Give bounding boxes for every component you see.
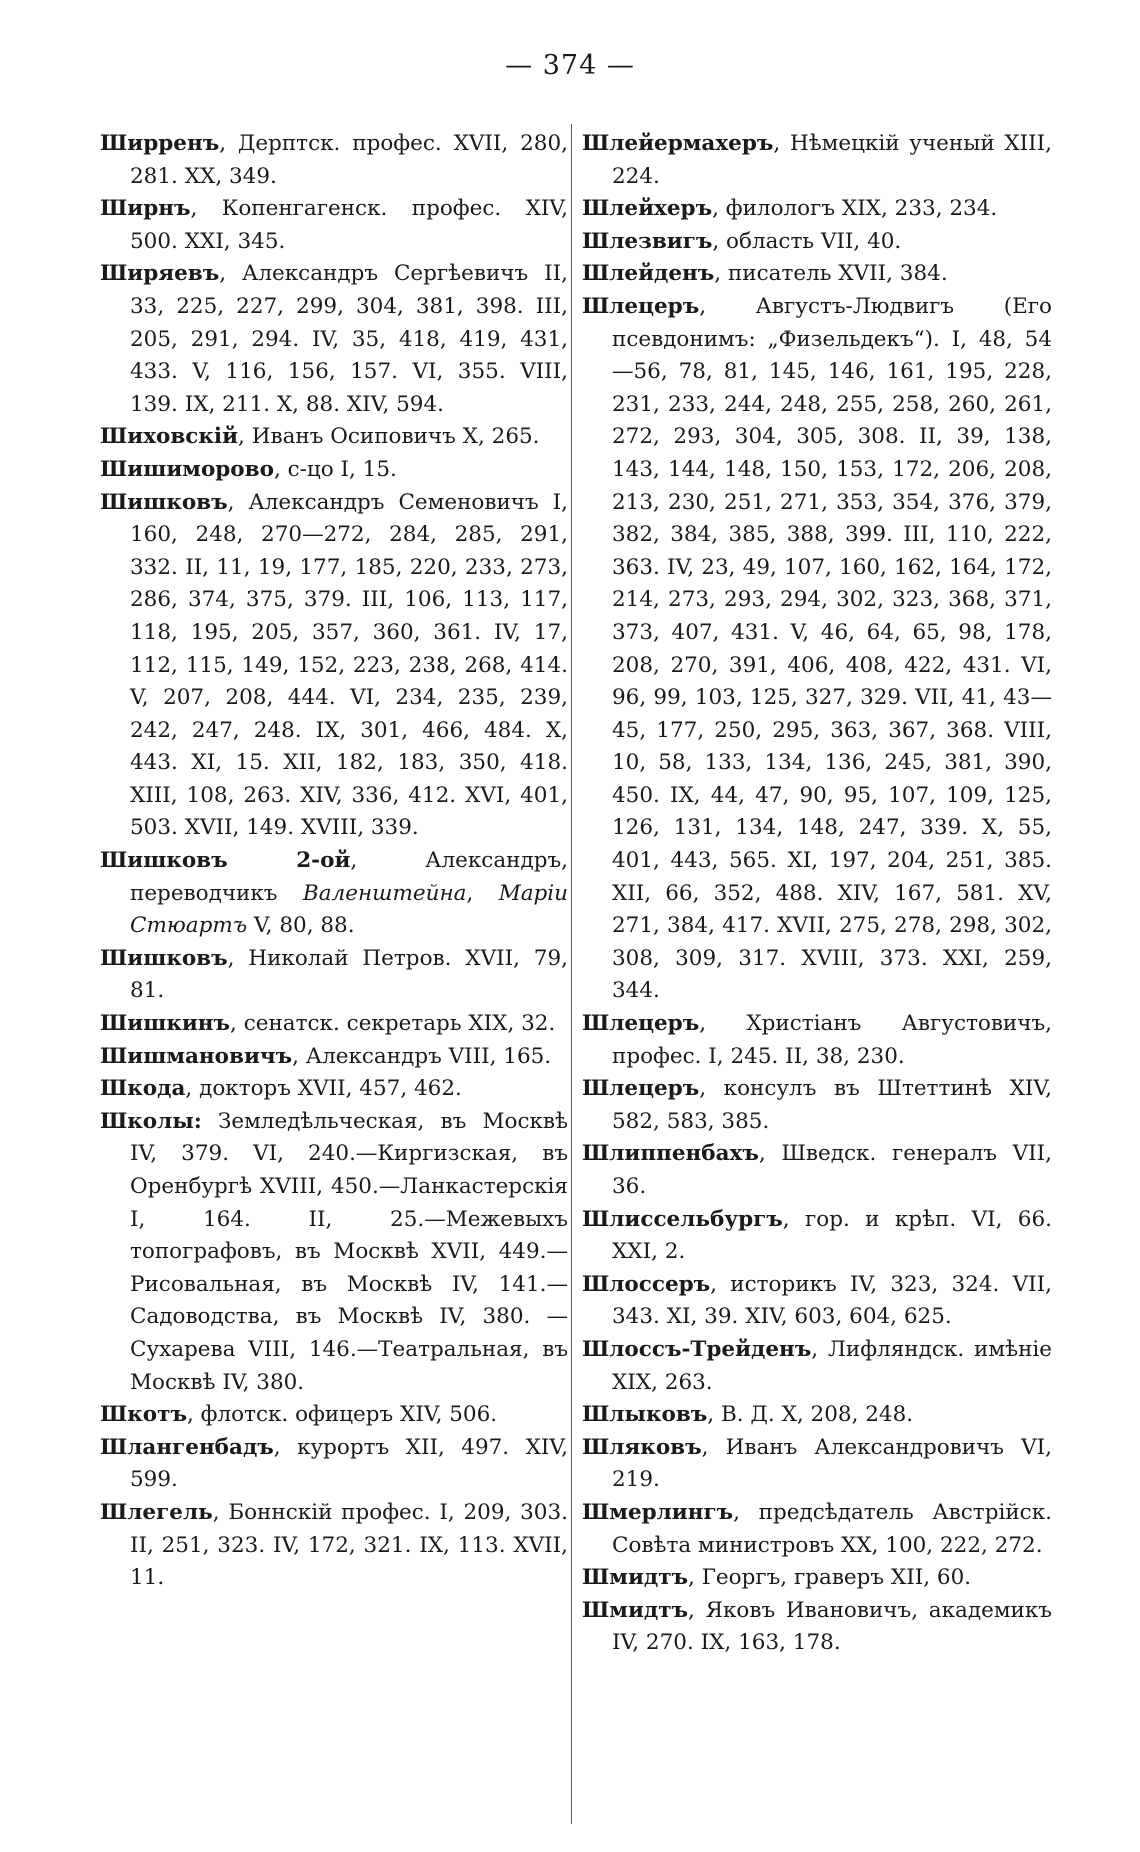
index-entry [582,258,1052,291]
entry-head: Шмидтъ [582,1597,689,1623]
index-entry [582,1334,1052,1399]
entry-head: Ширренъ [100,131,220,156]
index-entry [582,226,1052,259]
index-entry [582,1073,1052,1138]
index-entry [582,1432,1052,1497]
index-entry [100,1432,568,1497]
entry-text: , Александръ Семеновичъ I, 160, 248, 270—272, 284, 285, 291, 332. II, 11, 19, 177, 185, 220, 233, 273, 286, 374, 375, 379. III, 106, 113, 117, 118, 195, 205, 357, 360, 361. IV, 17, 112, 115, 149, 152, 223, 238, 268, 414. V, 207, 208, 444. VI, 234, 235, 239, 242, 247, 248. IX, 301, 466, 484. X, 443. XI, 15. XII, 182, 183, 350, 418. XIII, 108, 263. XIV, 336, 412. XVI, 401, 503. XVII, 149. XVIII, 339. [130,489,568,841]
index-entry [100,1041,568,1074]
entry-head: Шлейермахеръ [582,131,774,156]
index-entry [582,1562,1052,1595]
entry-text: , консулъ въ Штеттинѣ XIV, 582, 583, 385. [612,1076,1052,1134]
index-entry [100,258,568,421]
entry-head: Шлыковъ [582,1402,708,1428]
entry-head: Шлоссеръ [582,1271,711,1297]
index-entry [100,193,568,258]
entry-text: , Христіанъ Августовичъ, профес. I, 245. II, 38, 230. [612,1011,1052,1069]
entry-head: Шлезвигъ [582,228,713,254]
entry-head: Шлиссельбургъ [582,1206,783,1232]
column-divider [571,124,572,1824]
entry-text: , флотск. офицеръ XIV, 506. [186,1402,498,1428]
index-entry [100,1073,568,1106]
entry-head: Шишкинъ [100,1011,231,1037]
entry-text: , с-цо I, 15. [273,456,397,482]
index-entry [100,128,568,193]
entry-head: Шлецеръ [582,1076,700,1102]
index-entry [582,1269,1052,1334]
entry-text: , Яковъ Ивановичъ, академикъ IV, 270. IX, 163, 178. [612,1597,1052,1656]
entry-text: , докторъ XVII, 457, 462. [185,1076,462,1102]
entry-italic-title: Валенштейна [302,880,467,906]
entry-text: , Николай Петров. XVII, 79, 81. [130,945,568,1004]
entry-text: , Нѣмецкій ученый XIII, 224. [612,131,1052,189]
index-entry [582,1138,1052,1203]
entry-head: Шлецеръ [582,293,700,319]
entry-head: Шишковъ [100,945,228,971]
page-number: — 374 — [505,50,635,81]
entry-text: , В. Д. X, 208, 248. [707,1402,914,1428]
index-entry [582,1595,1052,1660]
entry-text: , Лифляндск. имѣніе XIX, 263. [612,1336,1052,1395]
index-entry [582,1497,1052,1562]
entry-text: , Боннскій профес. I, 209, 303. II, 251, 323. IV, 172, 321. IX, 113. XVII, 11. [130,1499,568,1591]
entry-text: , Шведск. генералъ VII, 36. [612,1141,1052,1199]
index-entry [100,1497,568,1595]
index-entry [582,1008,1052,1073]
entry-head: Шляковъ [582,1434,702,1460]
entry-head: Шлейхеръ [582,196,713,222]
entry-text: , Иванъ Александровичъ VI, 219. [612,1434,1052,1493]
index-entry [100,943,568,1008]
entry-text: , Копенгагенск. профес. XIV, 500. XXI, 345. [130,196,568,254]
index-entry [100,1399,568,1432]
index-entry [100,1008,568,1041]
entry-head: Шкода [100,1076,186,1102]
index-entry [582,128,1052,193]
index-entry [100,487,568,846]
index-entry [100,421,568,454]
right-column [582,128,1052,1660]
entry-head: Шлейденъ [582,261,715,287]
index-entry [100,845,568,943]
entry-text: , Александръ VIII, 165. [292,1043,552,1069]
entry-text: , филологъ XIX, 233, 234. [712,196,998,222]
entry-text: , Иванъ Осиповичъ X, 265. [238,424,540,450]
entry-head: Шиховскій [100,424,239,450]
entry-text: , курортъ XII, 497. XIV, 599. [130,1434,568,1493]
entry-italic-title: Маріи Стюартъ [130,880,569,939]
entry-head: Шлецеръ [582,1011,700,1037]
entry-head: Шлоссъ-Трейденъ [582,1336,812,1362]
entry-head: Шмерлингъ [582,1499,734,1525]
entry-text: Земледѣльческая, въ Москвѣ IV, 379. VI, 240.—Киргизская, въ Оренбургѣ XVIII, 450.—Ланкастерскія I, 164. II, 25.—Межевыхъ топографовъ, въ Москвѣ XVII, 449.—Рисовальная, въ Москвѣ IV, 141.—Садоводства, въ Москвѣ IV, 380. — Сухарева VIII, 146.—Театральная, въ Москвѣ IV, 380. [130,1108,568,1395]
entry-head: Школы: [100,1108,202,1134]
entry-text: , Августъ-Людвигъ (Его псевдонимъ: „Физельдекъ“). I, 48, 54—56, 78, 81, 145, 146, 161, 195, 228, 231, 233, 244, 248, 255, 258, 260, 261, 272, 293, 304, 305, 308. II, 39, 138, 143, 144, 148, 150, 153, 172, 206, 208, 213, 230, 251, 271, 353, 354, 376, 379, 382, 384, 385, 388, 399. III, 110, 222, 363. IV, 23, 49, 107, 160, 162, 164, 172, 214, 273, 293, 294, 302, 323, 368, 371, 373, 407, 431. V, 46, 64, 65, 98, 178, 208, 270, 391, 406, 408, 422, 431. VI, 96, 99, 103, 125, 327, 329. VII, 41, 43—45, 177, 250, 295, 363, 367, 368. VIII, 10, 58, 133, 134, 136, 245, 381, 390, 450. IX, 44, 47, 90, 95, 107, 109, 125, 126, 131, 134, 148, 247, 339. X, 55, 401, 443, 565. XI, 197, 204, 251, 385. XII, 66, 352, 488. XIV, 167, 581. XV, 271, 384, 417. XVII, 275, 278, 298, 302, 308, 309, 317. XVIII, 373. XXI, 259, 344. [612,293,1052,1004]
entry-head: Шишковъ [100,489,228,515]
entry-text: , Георгъ, граверъ XII, 60. [688,1565,972,1591]
entry-head: Шлиппенбахъ [582,1141,759,1167]
index-entry [100,1106,568,1399]
entry-head: Шмидтъ [582,1565,689,1591]
entry-head: Шлангенбадъ [100,1434,274,1460]
entry-head: Ширнъ [100,196,191,222]
entry-text: , [466,880,499,906]
entry-head: Шишмановичъ [100,1043,293,1069]
entry-text: , писатель XVII, 384. [714,261,948,287]
entry-text: , Дерптск. профес. XVII, 280, 281. XX, 349. [130,131,568,189]
index-entry [100,454,568,487]
entry-text: , Александръ, переводчикъ [130,848,568,906]
entry-text: , сенатск. секретарь XIX, 32. [230,1011,556,1037]
entry-text: , историкъ IV, 323, 324. VII, 343. XI, 39. XIV, 603, 604, 625. [612,1271,1052,1330]
index-entry [582,291,1052,1008]
index-entry [582,1204,1052,1269]
entry-text: , предсѣдатель Австрійск. Совѣта министровъ XX, 100, 222, 272. [612,1499,1052,1558]
entry-text: , Александръ Сергѣевичъ II, 33, 225, 227, 299, 304, 381, 398. III, 205, 291, 294. IV, 35, 418, 419, 431, 433. V, 116, 156, 157. VI, 355. VIII, 139. IX, 211. X, 88. XIV, 594. [130,261,568,417]
entry-head: Шлегель [100,1499,213,1525]
entry-text: , область VII, 40. [712,228,902,254]
entry-text: V, 80, 88. [247,913,355,939]
left-column [100,128,568,1595]
entry-head: Ширяевъ [100,261,220,287]
index-entry [582,1399,1052,1432]
entry-head: Шишковъ 2-ой [100,848,351,874]
entry-head: Шкотъ [100,1402,187,1428]
entry-text: , гор. и крѣп. VI, 66. XXI, 2. [612,1206,1052,1265]
entry-head: Шишиморово [100,456,274,482]
index-entry [582,193,1052,226]
